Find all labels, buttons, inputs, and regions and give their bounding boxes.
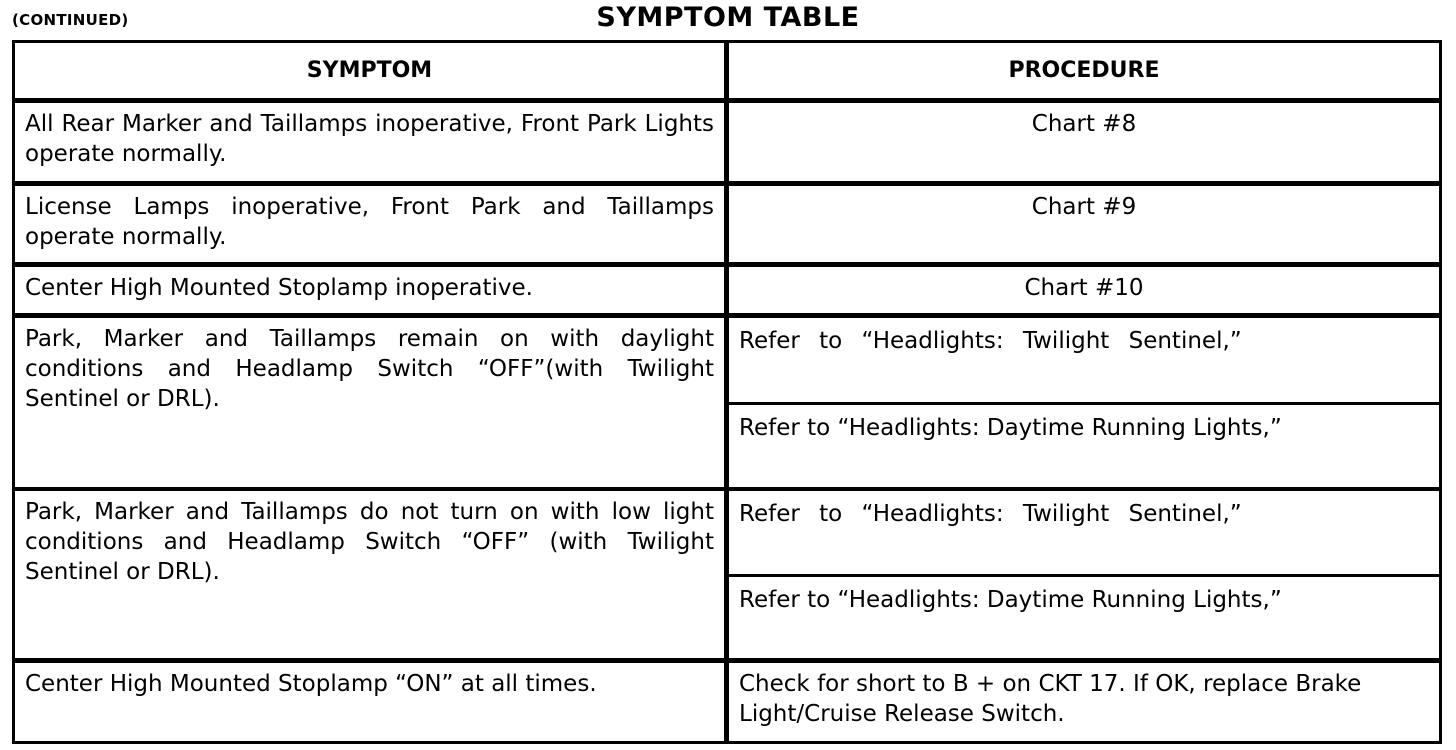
symptom-cell: Center High Mounted Stoplamp inoperative. — [15, 267, 724, 313]
column-header-symptom: SYMPTOM — [15, 43, 724, 98]
symptom-cell: Park, Marker and Taillamps remain on with daylight conditions and Headlamp Switch “OFF”(with Twilight Sentinel or DRL). — [15, 318, 724, 487]
procedure-cell: Refer to “Headlights: Daytime Running Lights,” — [729, 405, 1439, 487]
procedure-cell: Check for short to B + on CKT 17. If OK, replace Brake Light/Cruise Release Switch. — [729, 663, 1439, 741]
procedure-cell: Refer to “Headlights: Twilight Sentinel,” — [729, 318, 1439, 402]
symptom-cell: Center High Mounted Stoplamp “ON” at all times. — [15, 663, 724, 741]
symptom-table — [12, 40, 1442, 744]
procedure-cell: Chart #8 — [729, 103, 1439, 181]
procedure-cell: Chart #10 — [729, 267, 1439, 313]
procedure-cell: Chart #9 — [729, 186, 1439, 262]
symptom-cell: License Lamps inoperative, Front Park and Taillamps operate normally. — [15, 186, 724, 262]
symptom-cell: Park, Marker and Taillamps do not turn on with low light conditions and Headlamp Switch “OFF” (with Twilight Sentinel or DRL). — [15, 491, 724, 658]
page-title: SYMPTOM TABLE — [596, 2, 860, 33]
symptom-cell: All Rear Marker and Taillamps inoperative, Front Park Lights operate normally. — [15, 103, 724, 181]
continued-label: (CONTINUED) — [12, 11, 129, 29]
procedure-cell: Refer to “Headlights: Twilight Sentinel,” — [729, 491, 1439, 574]
column-header-procedure: PROCEDURE — [729, 43, 1439, 98]
procedure-cell: Refer to “Headlights: Daytime Running Lights,” — [729, 577, 1439, 658]
